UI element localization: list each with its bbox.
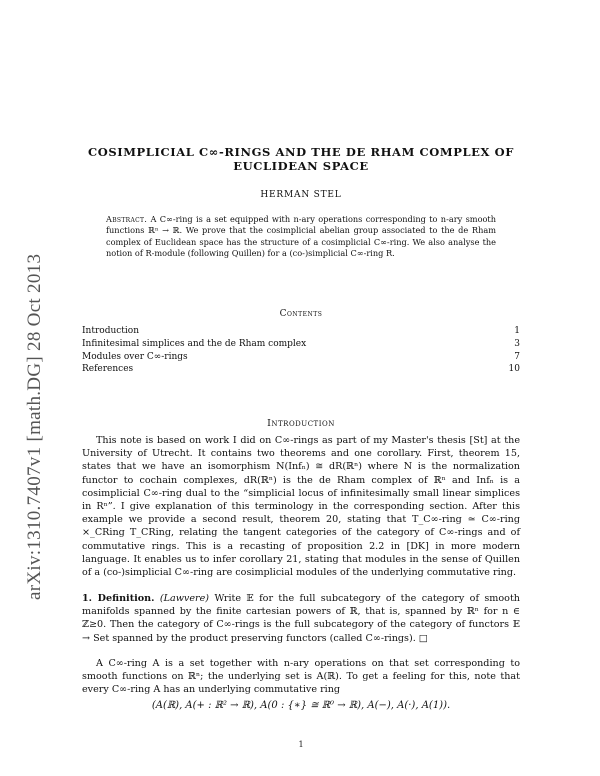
display-equation: (A(ℝ), A(+ : ℝ² → ℝ), A(0 : {∗} ≅ ℝ⁰ → ℝ), A(−), A(·), A(1)). xyxy=(151,700,451,711)
introduction-heading: Introduction xyxy=(267,418,335,429)
abstract-text: A C∞-ring is a set equipped with n-ary operations corresponding to n-ary smooth functions ℝⁿ → ℝ. We prove that the cosimplicial abelian group associated to the de Rham complex of Euclidean space has the structure of a cosimplicial C∞-ring. We also analyse the notion of R-module (following Quillen) for a (co-)simplicial C∞-ring R. xyxy=(106,214,496,259)
toc-entry-page: 3 xyxy=(514,338,520,349)
definition-attribution: (Lawvere) xyxy=(159,593,210,604)
toc-entry-title: Introduction xyxy=(82,326,139,336)
toc-entry-title: Infinitesimal simplices and the de Rham complex xyxy=(82,338,307,349)
arxiv-identifier: arXiv:1310.7407v1 [math.DG] 28 Oct 2013 xyxy=(24,253,45,600)
introduction-paragraph: This note is based on work I did on C∞-rings as part of my Master's thesis [St] at the University of Utrecht. It contains two theorems and one corollary. First, theorem 15, states that we have an isomorphism N(Infₙ) ≅ dR(ℝⁿ) where N is the normalization functor to cochain complexes, dR(ℝⁿ) is the de Rham complex of ℝⁿ and Infₙ is a cosimplicial C∞-ring dual to the “simplicial locus of infinitesimally small linear simplices in Rⁿ”. I give explanation of this terminology in the corresponding section. After this example we provide a second result, theorem 20, stating that T_C∞-ring ≃ C∞-ring ×_CRing T_CRing, relating the tangent categories of the category of C∞-rings and of commutative rings. This is a recasting of proposition 2.2 in [DK] in more modern language. It enables us to infer corollary 21, stating that modules in the sense of Quillen of a (co-)simplicial C∞-ring are cosimplicial modules of the underlying commutative ring. xyxy=(82,435,520,579)
toc-entry[interactable] xyxy=(82,364,520,377)
page-number: 1 xyxy=(298,740,304,749)
toc-entry-page: 7 xyxy=(514,351,520,362)
toc-entry-title: References xyxy=(82,364,134,375)
toc-entry[interactable] xyxy=(82,326,520,339)
abstract xyxy=(106,214,496,260)
toc-entry[interactable] xyxy=(82,352,520,365)
toc-entry-page: 1 xyxy=(514,326,520,336)
body-paragraph: A C∞-ring A is a set together with n-ary operations on that set corresponding to smooth functions on ℝⁿ; the underlying set is A(ℝ). To get a feeling for this, note that every C∞-ring A has an underlying commutative ring xyxy=(82,658,520,696)
author-name: HERMAN STEL xyxy=(260,190,342,200)
paper-title: COSIMPLICIAL C∞-RINGS AND THE DE RHAM COMPLEX OF EUCLIDEAN SPACE xyxy=(87,145,515,173)
definition-paragraph xyxy=(82,592,520,645)
toc-entry-title: Modules over C∞-rings xyxy=(82,351,188,362)
definition-label: 1. Definition. xyxy=(82,593,155,604)
table-of-contents xyxy=(82,326,520,377)
contents-heading: Contents xyxy=(279,309,323,319)
definition-text: Write 𝔼 for the full subcategory of the category of smooth manifolds spanned by the finite cartesian powers of ℝ, that is, spanned by ℝⁿ for n ∈ ℤ≥0. Then the category of C∞-rings is the full subcategory of the category of functors 𝔼 → Set spanned by the product preserving functors (called C∞-rings). □ xyxy=(82,593,520,644)
toc-entry[interactable] xyxy=(82,339,520,352)
abstract-label: Abstract. xyxy=(106,214,148,224)
toc-entry-page: 10 xyxy=(508,364,520,375)
